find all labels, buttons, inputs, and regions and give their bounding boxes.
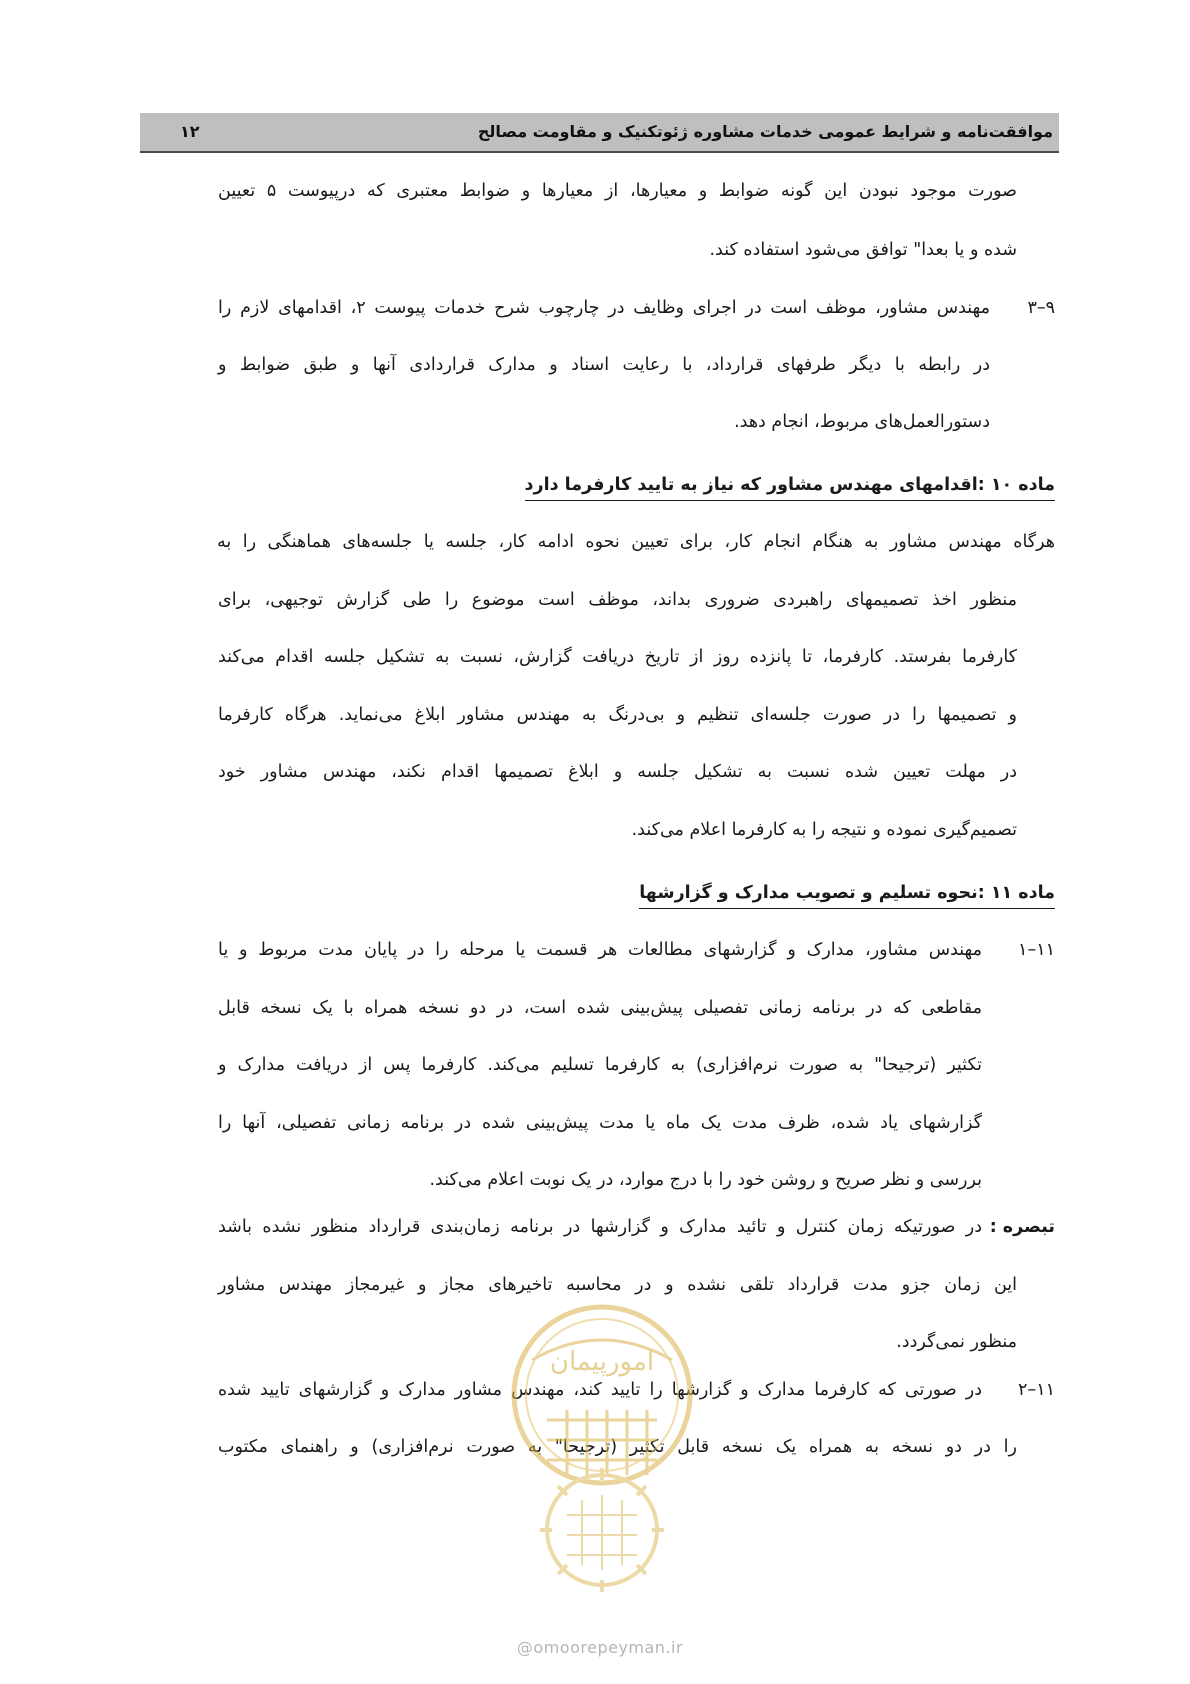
text-line: منظور نمی‌گردد. [896, 1332, 1017, 1352]
clause-number-11-1: ۱۱–۱ [1018, 940, 1055, 960]
text-line: را در دو نسخه به همراه یک نسخه قابل تکثیر (ترجیحا" به صورت نرم‌افزاری) و راهنمای مکتوب [218, 1437, 1017, 1457]
text-line: منظور اخذ تصمیمهای راهبردی ضروری بداند، موظف است موضوع را طی گزارش توجیهی، برای [218, 590, 1017, 610]
text-line: تکثیر (ترجیحا" به صورت نرم‌افزاری) به کارفرما تسلیم می‌کند. کارفرما پس از دریافت مدارک و [218, 1055, 982, 1075]
text-line: و تصمیمها را در صورت جلسه‌ای تنظیم و بی‌درنگ به مهندس مشاور ابلاغ می‌نماید. هرگاه کارفرما [218, 705, 1017, 725]
note-label: تبصره : [989, 1217, 1055, 1237]
text-line: بررسی و نظر صریح و روشن خود را با درج موارد، در یک نوبت اعلام می‌کند. [429, 1170, 982, 1190]
text-line: در صورتی که کارفرما مدارک و گزارشها را تایید کند، مهندس مشاور مدارک و گزارشهای تایید شده [218, 1380, 982, 1400]
seal-lettering: امورپیمان [549, 1347, 655, 1377]
article-10-heading: ماده ۱۰ :اقدامهای مهندس مشاور که نیاز به تایید کارفرما دارد [525, 470, 1055, 501]
text-line: در رابطه با دیگر طرفهای قرارداد، با رعایت اسناد و مدارک قراردادی آنها و طبق ضوابط و [218, 355, 990, 375]
watermark-seal-icon [492, 1300, 712, 1600]
header-title: موافقت‌نامه و شرایط عمومی خدمات مشاوره ژئوتکنیک و مقاومت مصالح [477, 122, 1053, 141]
text-line: گزارشهای یاد شده، ظرف مدت یک ماه یا مدت پیش‌بینی شده در برنامه زمانی تفصیلی، آنها را [218, 1113, 982, 1133]
text-line: شده و یا بعدا" توافق می‌شود استفاده کند. [709, 240, 1017, 260]
website-watermark: @omoorepeyman.ir [516, 1638, 684, 1657]
text-line: کارفرما بفرستد. کارفرما، تا پانزده روز از تاریخ دریافت گزارش، نسبت به تشکیل جلسه اقدام می‌کند [218, 647, 1017, 667]
text-line: در صورتیکه زمان کنترل و تائید مدارک و گزارشها در برنامه زمان‌بندی قرارداد منظور نشده باشد [218, 1217, 982, 1237]
text-line: این زمان جزو مدت قرارداد تلقی نشده و در محاسبه تاخیرهای مجاز و غیرمجاز مهندس مشاور [218, 1275, 1017, 1295]
text-line: دستورالعمل‌های مربوط، انجام دهد. [734, 412, 990, 432]
text-line: تصمیم‌گیری نموده و نتیجه را به کارفرما اعلام می‌کند. [631, 820, 1017, 840]
text-line: صورت موجود نبودن این گونه ضوابط و معیارها، از معیارها و ضوابط معتبری که درپیوست ۵ تعیین [218, 181, 1017, 201]
text-line: هرگاه مهندس مشاور به هنگام انجام کار، برای تعیین نحوه ادامه کار، جلسه یا جلسه‌های هماهنگی را به [217, 532, 1055, 552]
page-number: ۱۲ [180, 122, 200, 141]
article-11-heading: ماده ۱۱ :نحوه تسلیم و تصویب مدارک و گزارشها [639, 878, 1055, 909]
clause-number-9-3: ۹–۳ [1027, 298, 1055, 318]
text-line: مهندس مشاور، موظف است در اجرای وظایف در چارچوب شرح خدمات پیوست ۲، اقدامهای لازم را [218, 298, 990, 318]
text-line: مقاطعی که در برنامه زمانی تفصیلی پیش‌بینی شده است، در دو نسخه همراه با یک نسخه قابل [218, 998, 982, 1018]
text-line: مهندس مشاور، مدارک و گزارشهای مطالعات هر قسمت یا مرحله را در پایان مدت مربوط و یا [218, 940, 982, 960]
text-line: در مهلت تعیین شده نسبت به تشکیل جلسه و ابلاغ تصمیمها اقدام نکند، مهندس مشاور خود [218, 762, 1017, 782]
clause-number-11-2: ۱۱–۲ [1018, 1380, 1055, 1400]
